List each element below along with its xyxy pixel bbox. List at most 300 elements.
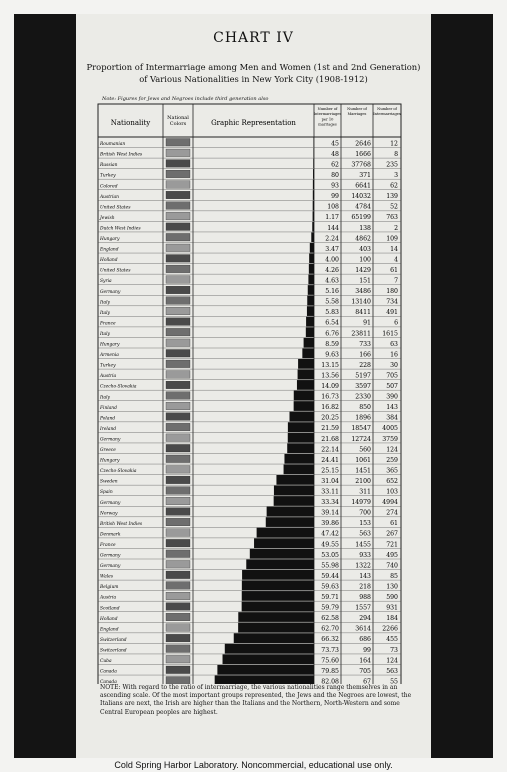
rate-value: 4.63 (325, 277, 339, 285)
nationality-label: Poland (100, 416, 116, 422)
nationality-label: Armenia (100, 353, 119, 359)
nationality-label: Wales (100, 574, 114, 580)
nationality-label: United States (100, 205, 131, 211)
national-colors-swatch (166, 255, 190, 263)
national-colors-swatch (166, 582, 190, 590)
nationality-label: Germany (100, 553, 121, 559)
intermarriage-bar (242, 591, 314, 601)
intermarriages-value: 259 (386, 456, 398, 464)
rate-value: 31.04 (321, 477, 339, 485)
marriages-value: 91 (363, 319, 371, 327)
rate-value: 45 (331, 140, 339, 148)
intermarriages-value: 3759 (382, 435, 398, 443)
intermarriages-value: 184 (386, 615, 398, 623)
national-colors-swatch (166, 677, 190, 684)
marriages-value: 933 (359, 551, 371, 559)
intermarriages-value: 62 (390, 182, 398, 190)
marriages-value: 153 (359, 520, 371, 528)
national-colors-swatch (166, 571, 190, 579)
national-colors-swatch (166, 634, 190, 642)
marriages-value: 705 (359, 667, 371, 675)
nationality-label: British West Indies (100, 521, 143, 527)
intermarriage-bar (304, 338, 314, 348)
marriages-value: 67 (363, 678, 371, 684)
rate-value: 33.11 (321, 488, 339, 496)
marriages-value: 1455 (355, 541, 371, 549)
intermarriages-value: 4 (394, 256, 398, 264)
rate-value: 21.68 (321, 435, 339, 443)
intermarriage-bar (217, 665, 314, 675)
nationality-label: Syria (100, 279, 112, 285)
marriages-value: 563 (359, 530, 371, 538)
marriages-value: 3614 (355, 625, 371, 633)
intermarriages-value: 12 (390, 140, 398, 148)
intermarriage-bar (313, 201, 314, 211)
national-colors-swatch (166, 518, 190, 526)
intermarriage-bar (306, 327, 314, 337)
intermarriages-value: 734 (386, 298, 398, 306)
intermarriages-value: 721 (386, 541, 398, 549)
intermarriage-bar (289, 412, 314, 422)
national-colors-swatch (166, 276, 190, 284)
national-colors-swatch (166, 371, 190, 379)
rate-value: 22.14 (321, 446, 339, 454)
national-colors-swatch (166, 550, 190, 558)
marriages-value: 1666 (355, 150, 371, 158)
rate-value: 47.42 (321, 530, 339, 538)
intermarriage-bar (266, 517, 314, 527)
intermarriages-value: 491 (386, 309, 398, 317)
marriages-value: 99 (363, 646, 371, 654)
nationality-label: Ireland (100, 426, 117, 432)
nationality-label: Switzerland (100, 637, 127, 643)
marriages-value: 850 (359, 404, 371, 412)
nationality-label: Italy (100, 310, 111, 316)
marriages-value: 143 (359, 572, 371, 580)
intermarriages-value: 109 (386, 235, 398, 243)
rate-value: 49.55 (321, 541, 339, 549)
intermarriage-bar (238, 623, 314, 633)
marriages-value: 403 (359, 245, 371, 253)
header-note: Note: Figures for Jews and Negroes include third generation also (102, 96, 269, 102)
national-colors-swatch (166, 160, 190, 168)
national-colors-swatch (166, 360, 190, 368)
intermarriages-value: 563 (386, 667, 398, 675)
intermarriage-bar (312, 222, 314, 232)
marriages-value: 1557 (355, 604, 371, 612)
intermarriage-bar (313, 169, 314, 179)
nationality-label: Colored (100, 184, 118, 190)
intermarriages-value: 495 (386, 551, 398, 559)
nationality-label: Germany (100, 289, 121, 295)
rate-value: 3.47 (325, 245, 339, 253)
rate-value: 62.58 (321, 615, 339, 623)
marriages-value: 166 (359, 351, 371, 359)
rate-value: 62 (331, 161, 339, 169)
rate-value: 16.73 (321, 393, 339, 401)
marriages-value: 686 (359, 636, 371, 644)
rate-value: 82.08 (321, 678, 339, 684)
intermarriages-value: 365 (386, 467, 398, 475)
intermarriage-bar (234, 633, 314, 643)
marriages-value: 2646 (355, 140, 371, 148)
nationality-label: Finland (100, 405, 117, 411)
rate-value: 93 (331, 182, 339, 190)
marriages-value: 733 (359, 340, 371, 348)
national-colors-swatch (166, 529, 190, 537)
nationality-label: Belgium (100, 585, 119, 591)
intermarriages-value: 763 (386, 214, 398, 222)
intermarriage-bar (267, 507, 314, 517)
nationality-label: Canada (100, 669, 117, 675)
rate-value: 48 (331, 150, 339, 158)
nationality-label: France (100, 542, 116, 548)
nationality-label: Italy (100, 331, 111, 337)
intermarriage-bar (225, 644, 314, 654)
intermarriage-bar (276, 475, 314, 485)
intermarriages-value: 14 (390, 245, 398, 253)
rate-value: 53.05 (321, 551, 339, 559)
header-marriages: Number of (347, 107, 367, 111)
intermarriages-value: 740 (386, 562, 398, 570)
rate-value: 13.56 (321, 372, 339, 380)
rate-value: 9.63 (325, 351, 339, 359)
rate-value: 75.60 (321, 657, 339, 665)
intermarriages-value: 8 (394, 150, 398, 158)
national-colors-swatch (166, 487, 190, 495)
intermarriage-bar (294, 391, 314, 401)
rate-value: 13.15 (321, 361, 339, 369)
marriages-value: 8411 (355, 309, 371, 317)
intermarriages-value: 590 (386, 594, 398, 601)
intermarriages-value: 2266 (382, 625, 398, 633)
nationality-label: Dutch West Indies (100, 226, 141, 232)
intermarriages-value: 63 (390, 340, 398, 348)
intermarriages-value: 180 (386, 288, 398, 296)
chart-subtitle-line-2: of Various Nationalities in New York City (1908-1912) (139, 74, 368, 84)
rate-value: 4.00 (325, 256, 339, 264)
marriages-value: 1322 (355, 562, 371, 570)
rate-value: 14.09 (321, 383, 339, 390)
national-colors-swatch (166, 149, 190, 157)
national-colors-swatch (166, 455, 190, 463)
header-nationality: Nationality (110, 119, 151, 127)
intermarriages-value: 1615 (382, 330, 398, 338)
rate-value: 5.83 (325, 309, 339, 317)
national-colors-swatch (166, 645, 190, 653)
national-colors-swatch (166, 666, 190, 674)
intermarriage-bar (310, 243, 314, 253)
marriages-value: 3597 (355, 383, 371, 390)
rate-value: 66.32 (321, 636, 339, 644)
header-rate: per 10 (321, 117, 334, 122)
national-colors-swatch (166, 603, 190, 611)
intermarriage-bar (302, 348, 314, 358)
rate-value: 25.15 (321, 467, 339, 475)
marriages-value: 560 (359, 446, 371, 454)
intermarriage-bar (215, 675, 314, 684)
marriages-value: 218 (359, 583, 371, 591)
chart-table (76, 14, 431, 684)
rate-value: 99 (331, 193, 339, 201)
nationality-label: Italy (100, 300, 111, 306)
marriages-value: 14032 (351, 193, 371, 201)
national-colors-swatch (166, 265, 190, 273)
intermarriages-value: 61 (390, 520, 398, 528)
rate-value: 80 (331, 172, 339, 179)
intermarriages-value: 274 (386, 509, 398, 517)
intermarriage-bar (242, 602, 314, 612)
intermarriage-bar (274, 496, 314, 506)
national-colors-swatch (166, 350, 190, 358)
intermarriage-bar (313, 137, 314, 147)
marriages-value: 228 (359, 361, 371, 369)
national-colors-swatch (166, 286, 190, 294)
intermarriage-bar (287, 443, 314, 453)
nationality-label: England (100, 247, 119, 253)
rate-value: 24.41 (321, 456, 339, 464)
intermarriages-value: 130 (386, 583, 398, 591)
intermarriages-value: 73 (390, 646, 398, 654)
intermarriage-bar (313, 148, 314, 158)
national-colors-swatch (166, 444, 190, 452)
nationality-label: Holland (100, 258, 118, 264)
nationality-label: Austrian (100, 194, 119, 200)
national-colors-swatch (166, 307, 190, 315)
national-colors-swatch (166, 392, 190, 400)
header-rate: Number of (317, 107, 338, 111)
marriages-value: 294 (359, 615, 371, 623)
rate-value: 108 (327, 203, 339, 211)
marriages-value: 65199 (351, 214, 371, 222)
rate-value: 59.44 (321, 572, 339, 580)
marriages-value: 12724 (351, 435, 371, 443)
header-national-colors-1: National (167, 115, 189, 121)
intermarriages-value: 507 (386, 383, 398, 390)
nationality-label: Cuba (100, 659, 112, 664)
nationality-label: Austria (100, 595, 117, 601)
nationality-label: Hungary (100, 237, 120, 242)
nationality-label: Germany (100, 437, 121, 443)
rate-value: 2.24 (325, 235, 339, 243)
nationality-label: Czecho-Slovakia (100, 384, 137, 390)
marriages-value: 1429 (355, 266, 371, 274)
intermarriages-value: 103 (386, 488, 398, 496)
intermarriages-value: 124 (386, 657, 398, 665)
nationality-label: Germany (100, 564, 121, 570)
intermarriage-bar (288, 422, 314, 432)
intermarriage-bar (313, 211, 314, 221)
intermarriage-bar (308, 285, 314, 295)
intermarriages-value: 55 (390, 678, 398, 684)
intermarriages-value: 3 (394, 172, 398, 179)
national-colors-swatch (166, 170, 190, 178)
intermarriages-value: 705 (386, 372, 398, 380)
intermarriage-bar (306, 317, 314, 327)
national-colors-swatch (166, 655, 190, 663)
national-colors-swatch (166, 413, 190, 421)
rate-value: 73.73 (321, 646, 339, 654)
intermarriage-bar (313, 180, 314, 190)
intermarriage-bar (313, 190, 314, 200)
intermarriages-value: 390 (386, 393, 398, 401)
rate-value: 59.63 (321, 583, 339, 591)
footer-note: NOTE: With regard to the ratio of intermarriage, the various nationalities range themselves in an ascending scale. Of the most important groups represented, the Jews and the Negroes are lowest, the Italians are next, the Irish are higher than the Italians and the Northern, North-Western and some Central European peoples are highest. (100, 684, 412, 716)
marriages-value: 700 (359, 509, 371, 517)
intermarriage-bar (223, 654, 314, 664)
national-colors-swatch (166, 181, 190, 189)
marriages-value: 371 (359, 172, 371, 179)
intermarriages-value: 61 (390, 266, 398, 274)
rate-value: 16.82 (321, 404, 339, 412)
credit-line: Cold Spring Harbor Laboratory. Noncommercial, educational use only. (114, 760, 393, 770)
intermarriages-value: 6 (394, 319, 398, 327)
marriages-value: 311 (359, 488, 371, 496)
national-colors-swatch (166, 561, 190, 569)
national-colors-swatch (166, 191, 190, 199)
intermarriages-value: 139 (386, 193, 398, 201)
rate-value: 55.98 (321, 562, 339, 570)
rate-value: 6.54 (325, 319, 339, 327)
marriages-value: 4784 (355, 203, 371, 211)
intermarriages-value: 143 (386, 404, 398, 412)
nationality-label: France (100, 321, 116, 327)
national-colors-swatch (166, 139, 190, 147)
chart-title: CHART IV (213, 30, 294, 46)
national-colors-swatch (166, 497, 190, 505)
intermarriages-value: 4994 (382, 499, 398, 507)
national-colors-swatch (166, 402, 190, 410)
rate-value: 39.14 (321, 509, 339, 517)
national-colors-swatch (166, 202, 190, 210)
header-marriages: Marriages (347, 112, 367, 117)
national-colors-swatch (166, 328, 190, 336)
national-colors-swatch (166, 476, 190, 484)
rate-value: 59.71 (321, 594, 339, 601)
intermarriage-bar (242, 581, 314, 591)
intermarriages-value: 124 (386, 446, 398, 454)
marriages-value: 14979 (351, 499, 371, 507)
marriages-value: 138 (359, 224, 371, 232)
marriages-value: 6641 (355, 182, 371, 190)
rate-value: 6.76 (325, 330, 339, 338)
nationality-label: Czecho-Slovakia (100, 469, 137, 475)
rate-value: 1.17 (325, 214, 339, 222)
national-colors-swatch (166, 297, 190, 305)
nationality-label: Scotland (100, 606, 120, 612)
nationality-label: Canada (100, 680, 117, 684)
marriages-value: 37768 (351, 161, 371, 169)
intermarriage-bar (257, 528, 314, 538)
national-colors-swatch (166, 434, 190, 442)
intermarriage-bar (313, 159, 314, 169)
rate-value: 4.26 (325, 266, 339, 274)
national-colors-swatch (166, 233, 190, 241)
rate-value: 79.85 (321, 667, 339, 675)
marriages-value: 2330 (355, 393, 371, 401)
nationality-label: Greece (100, 448, 116, 453)
marriages-value: 5197 (355, 372, 371, 380)
intermarriage-bar (309, 264, 314, 274)
intermarriage-bar (298, 370, 314, 380)
right-dark-border (431, 14, 493, 758)
intermarriage-bar (246, 559, 314, 569)
header-intermarriages: Intermarriages (373, 112, 401, 117)
national-colors-swatch (166, 381, 190, 389)
intermarriages-value: 652 (386, 477, 398, 485)
marriages-value: 988 (359, 594, 371, 601)
nationality-label: Sweden (100, 479, 118, 485)
intermarriages-value: 2 (394, 224, 398, 232)
intermarriage-bar (254, 538, 314, 548)
header-graphic-representation: Graphic Representation (211, 119, 296, 127)
intermarriages-value: 455 (386, 636, 398, 644)
intermarriage-bar (284, 454, 314, 464)
nationality-label: Germany (100, 500, 121, 506)
intermarriage-bar (308, 275, 314, 285)
national-colors-swatch (166, 339, 190, 347)
nationality-label: Denmark (100, 532, 121, 538)
header-rate: Intermarriages (313, 112, 342, 117)
rate-value: 59.79 (321, 604, 339, 612)
nationality-label: Turkey (100, 173, 116, 179)
rate-value: 39.86 (321, 520, 339, 528)
national-colors-swatch (166, 318, 190, 326)
header-national-colors-2: Colors (169, 121, 187, 127)
intermarriages-value: 30 (390, 361, 398, 369)
intermarriages-value: 931 (386, 604, 398, 612)
intermarriages-value: 85 (390, 572, 398, 580)
intermarriage-bar (238, 612, 314, 622)
intermarriages-value: 7 (394, 277, 398, 285)
nationality-label: Turkey (100, 363, 116, 369)
rate-value: 5.58 (325, 298, 339, 306)
rate-value: 144 (327, 224, 339, 232)
nationality-label: United States (100, 268, 131, 274)
national-colors-swatch (166, 212, 190, 220)
intermarriages-value: 4005 (382, 425, 398, 433)
nationality-label: British West Indies (100, 152, 143, 158)
intermarriage-bar (294, 401, 314, 411)
national-colors-swatch (166, 624, 190, 632)
nationality-label: Roumanian (100, 142, 126, 148)
rate-value: 33.34 (321, 499, 339, 507)
nationality-label: England (100, 627, 119, 633)
national-colors-swatch (166, 466, 190, 474)
marriages-value: 4862 (355, 235, 371, 243)
nationality-label: Holland (100, 616, 118, 622)
nationality-label: Hungary (100, 458, 120, 464)
intermarriage-bar (250, 549, 314, 559)
intermarriage-bar (311, 232, 314, 242)
nationality-label: Spain (100, 490, 113, 496)
marriages-value: 164 (359, 657, 371, 665)
nationality-label: Norway (100, 511, 118, 517)
intermarriage-bar (242, 570, 314, 580)
national-colors-swatch (166, 539, 190, 547)
intermarriage-bar (274, 486, 314, 496)
intermarriage-bar (309, 253, 314, 263)
rate-value: 8.59 (325, 340, 339, 348)
chart-subtitle-line-1: Proportion of Intermarriage among Men and Women (1st and 2nd Generation) (86, 62, 421, 72)
header-rate: marriages (318, 122, 337, 127)
intermarriages-value: 235 (386, 161, 398, 169)
national-colors-swatch (166, 508, 190, 516)
nationality-label: Italy (100, 395, 111, 401)
rate-value: 20.25 (321, 414, 339, 422)
chart-poster (76, 14, 431, 758)
marriages-value: 23811 (351, 330, 371, 338)
